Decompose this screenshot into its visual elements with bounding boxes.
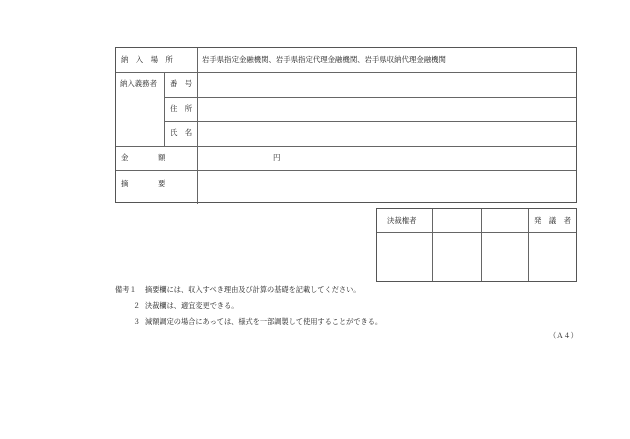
- column-divider: [197, 72, 198, 204]
- approval-column-divider: [481, 209, 482, 281]
- payment-form-table: [115, 47, 577, 203]
- column-divider: [164, 72, 165, 146]
- name-label: 氏 名: [170, 128, 193, 137]
- column-divider: [197, 48, 198, 72]
- note-number: ３: [133, 317, 141, 326]
- note-text: 減額調定の場合にあっては、様式を一部調製して使用することができる。: [145, 317, 383, 326]
- place-label: 納 入 場 所: [121, 55, 173, 64]
- address-label: 住 所: [170, 104, 193, 113]
- note-number: 備考１: [115, 285, 137, 294]
- note-text: 決裁欄は、適宜変更できる。: [145, 301, 239, 310]
- row-divider: [164, 97, 576, 98]
- amount-label: 金 額: [121, 153, 166, 162]
- initiator-label: 発 議 者: [534, 216, 571, 225]
- approval-row-divider: [377, 232, 576, 233]
- approval-box: [376, 208, 577, 282]
- decision-authority-label: 決裁権者: [387, 216, 417, 225]
- paper-size-label: （Ａ４）: [549, 331, 578, 340]
- approval-column-divider: [528, 209, 529, 281]
- summary-label: 摘 要: [121, 179, 166, 188]
- row-divider: [116, 170, 576, 171]
- amount-unit: 円: [273, 153, 281, 162]
- row-divider: [116, 72, 576, 73]
- row-divider: [116, 146, 576, 147]
- row-divider: [164, 121, 576, 122]
- note-text: 摘要欄には、収入すべき理由及び計算の基礎を記載してください。: [145, 285, 361, 294]
- approval-column-divider: [432, 209, 433, 281]
- place-value: 岩手県指定金融機関、岩手県指定代理金融機関、岩手県収納代理金融機関: [202, 55, 446, 64]
- payer-label: 納入義務者: [120, 79, 157, 88]
- number-label: 番 号: [170, 79, 193, 88]
- note-number: ２: [133, 301, 141, 310]
